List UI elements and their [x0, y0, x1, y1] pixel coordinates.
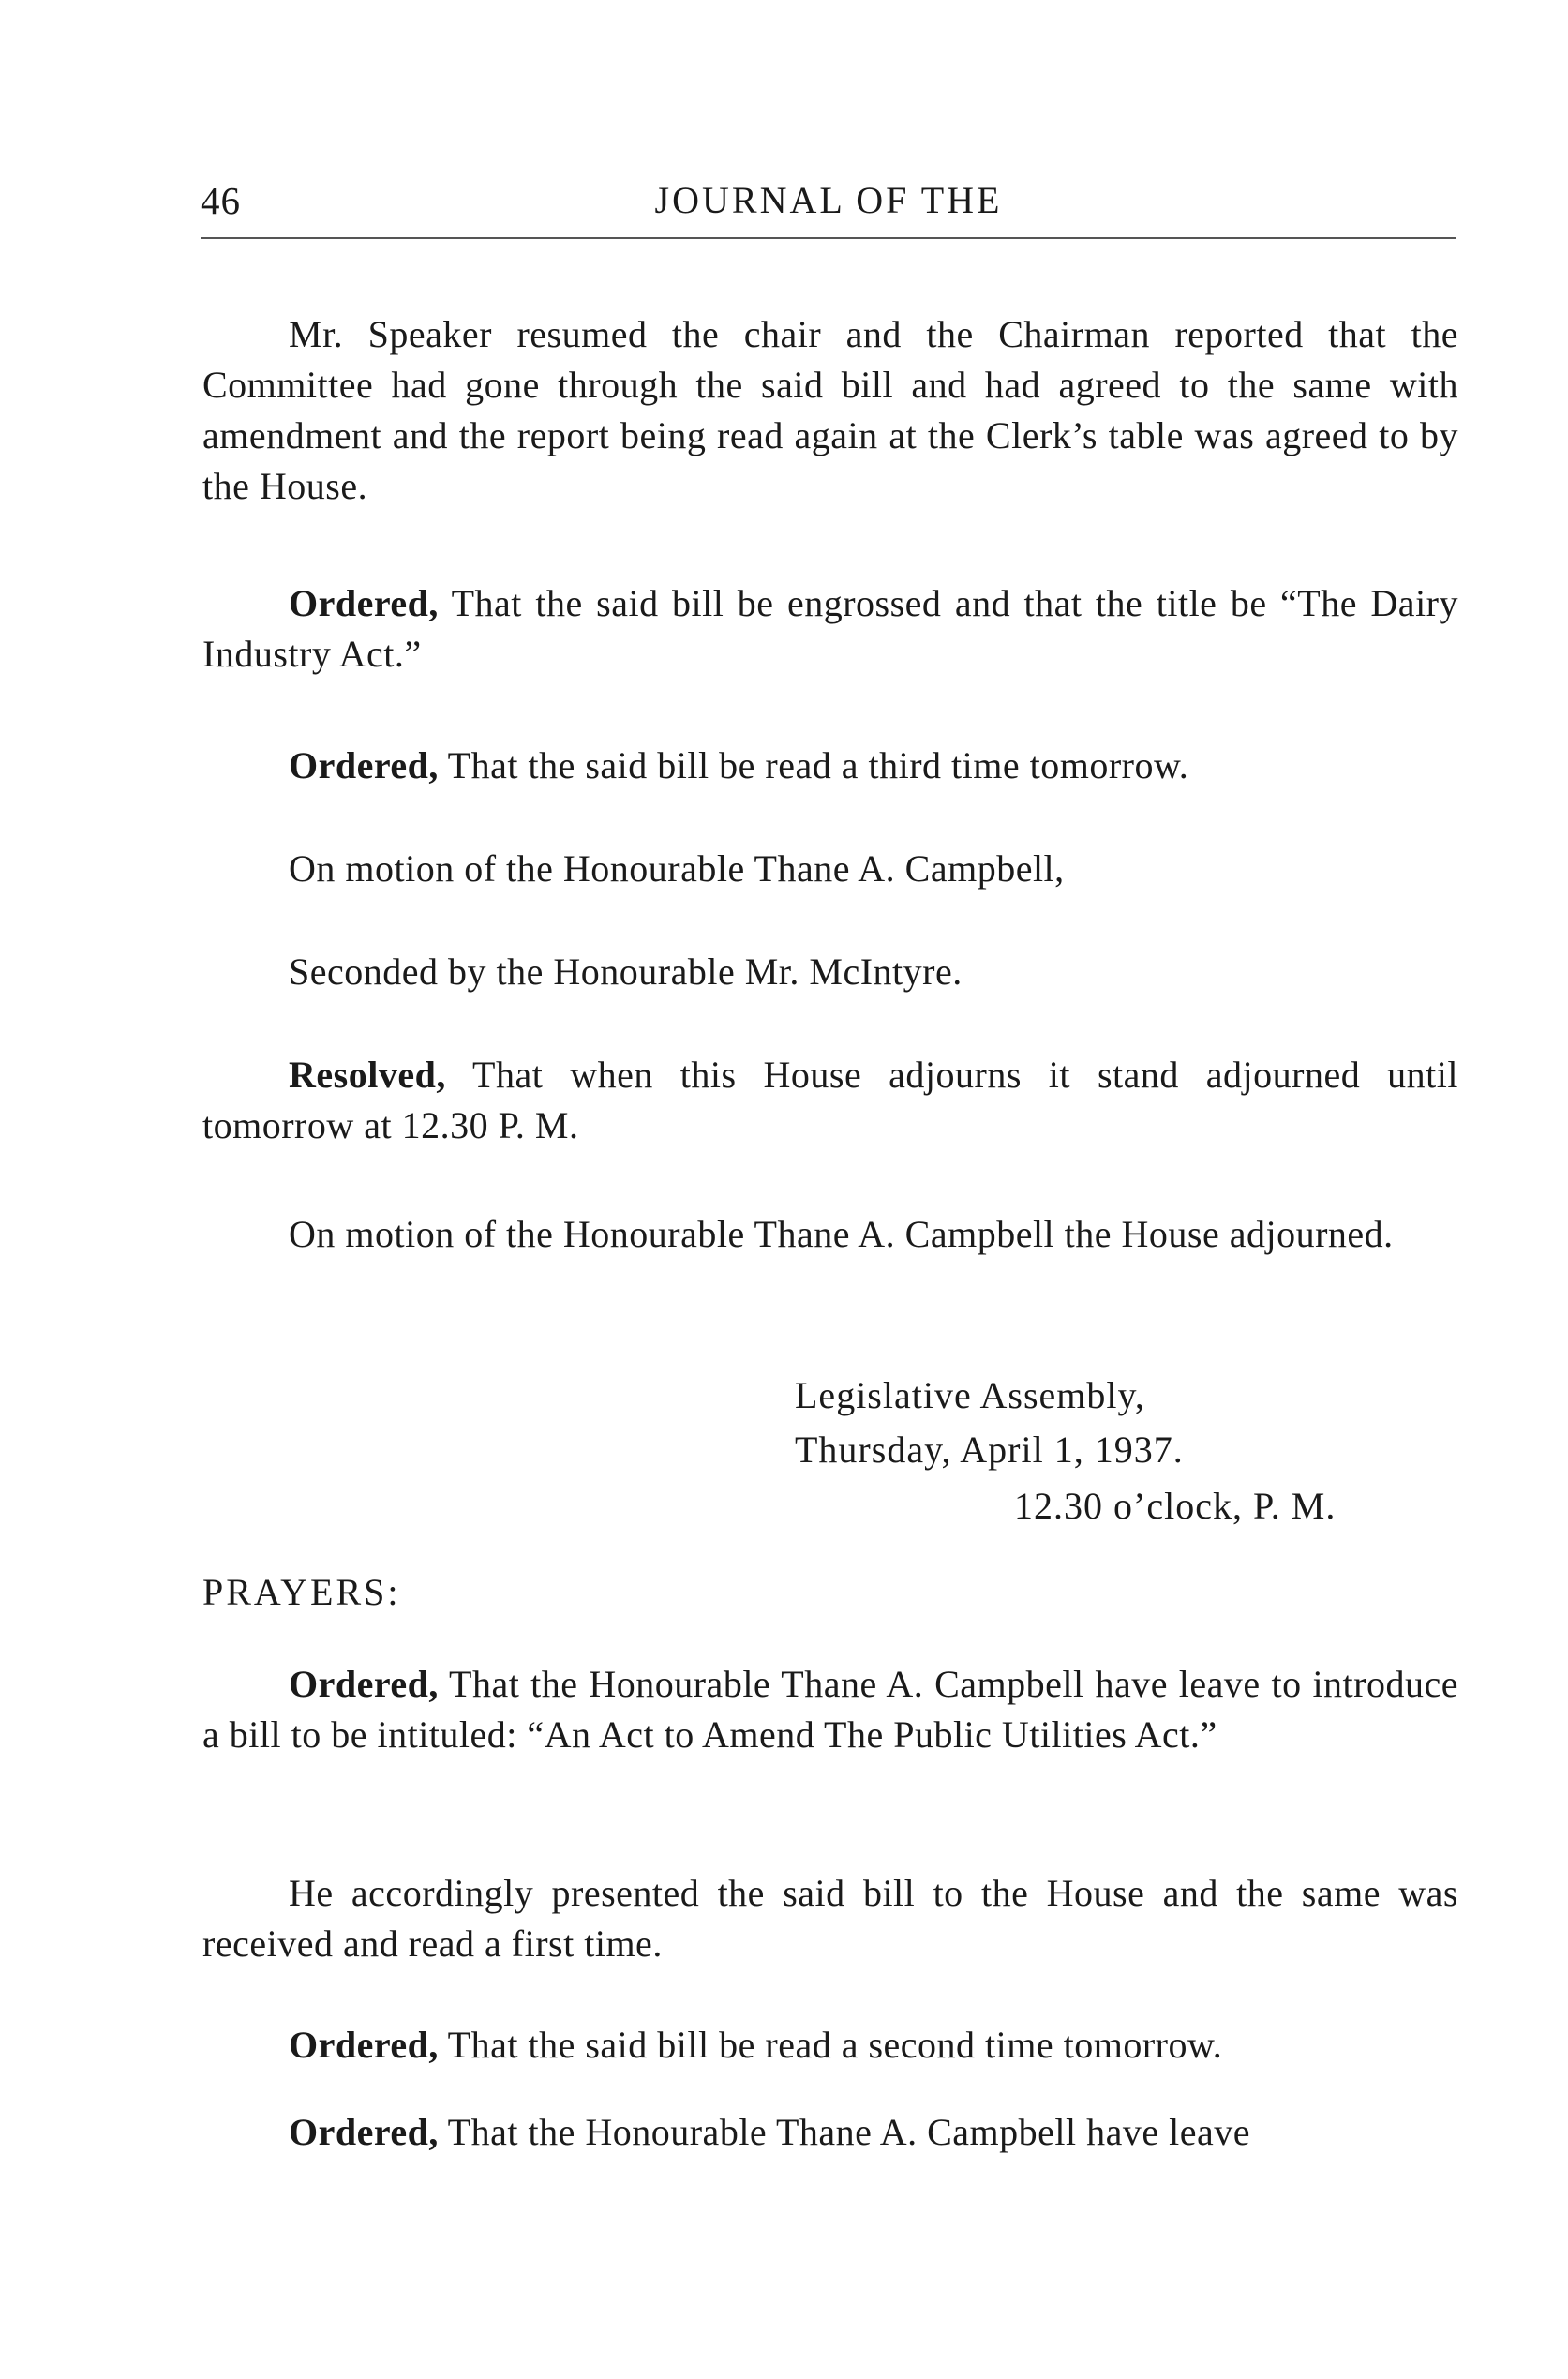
header-rule	[201, 237, 1456, 239]
paragraph-resolved	[202, 1050, 1458, 1151]
paragraph-text: He accordingly presented the said bill to the House and the same was received and read a first time.	[202, 1872, 1458, 1965]
paragraph-text: That when this House adjourns it stand adjourned until tomorrow at 12.30 P. M.	[202, 1054, 1458, 1146]
resolved-lead: Resolved,	[289, 1054, 446, 1096]
paragraph-text: That the said bill be read a second time tomorrow.	[438, 2024, 1223, 2066]
running-head: JOURNAL OF THE	[654, 179, 1003, 221]
paragraph-speaker-resumed	[202, 309, 1458, 512]
paragraph-ordered-leave-public-utilities	[202, 1659, 1458, 1760]
paragraph-text: Seconded by the Honourable Mr. McIntyre.	[289, 950, 963, 993]
sitting-date: Thursday, April 1, 1937.	[795, 1429, 1184, 1471]
sitting-time: 12.30 o’clock, P. M.	[1014, 1485, 1337, 1527]
page-number: 46	[201, 179, 241, 222]
paragraph-adjourned	[202, 1209, 1458, 1260]
ordered-lead: Ordered,	[289, 582, 439, 624]
paragraph-text: On motion of the Honourable Thane A. Campbell,	[289, 847, 1065, 890]
paragraph-ordered-leave-continued	[202, 2107, 1458, 2158]
paragraph-ordered-engrossed	[202, 578, 1458, 680]
page-header	[201, 169, 1456, 234]
paragraph-motion	[202, 844, 1458, 894]
sitting-place: Legislative Assembly,	[795, 1374, 1145, 1416]
paragraph-text: On motion of the Honourable Thane A. Campbell the House adjourned.	[289, 1213, 1394, 1255]
ordered-lead: Ordered,	[289, 2111, 439, 2153]
paragraph-text: That the said bill be engrossed and that the title be “The Dairy Industry Act.”	[202, 582, 1458, 675]
paragraph-seconded	[202, 947, 1458, 997]
paragraph-text: Mr. Speaker resumed the chair and the Chairman reported that the Committee had gone through the said bill and had agreed to the same with amendment and the report being read again at the Clerk’s table was agreed to by the House.	[202, 313, 1458, 507]
paragraph-text: That the Honourable Thane A. Campbell have leave to introduce a bill to be intituled: “An Act to Amend The Public Utilities Act.”	[202, 1663, 1458, 1756]
ordered-lead: Ordered,	[289, 2024, 439, 2066]
paragraph-ordered-third-reading	[202, 741, 1458, 791]
paragraph-presented-bill	[202, 1868, 1458, 1969]
prayers-heading: PRAYERS:	[202, 1571, 401, 1613]
paragraph-text: That the said bill be read a third time tomorrow.	[438, 744, 1189, 786]
ordered-lead: Ordered,	[289, 744, 439, 786]
paragraph-text: That the Honourable Thane A. Campbell have leave	[438, 2111, 1250, 2153]
paragraph-ordered-second-reading	[202, 2020, 1458, 2071]
ordered-lead: Ordered,	[289, 1663, 439, 1705]
